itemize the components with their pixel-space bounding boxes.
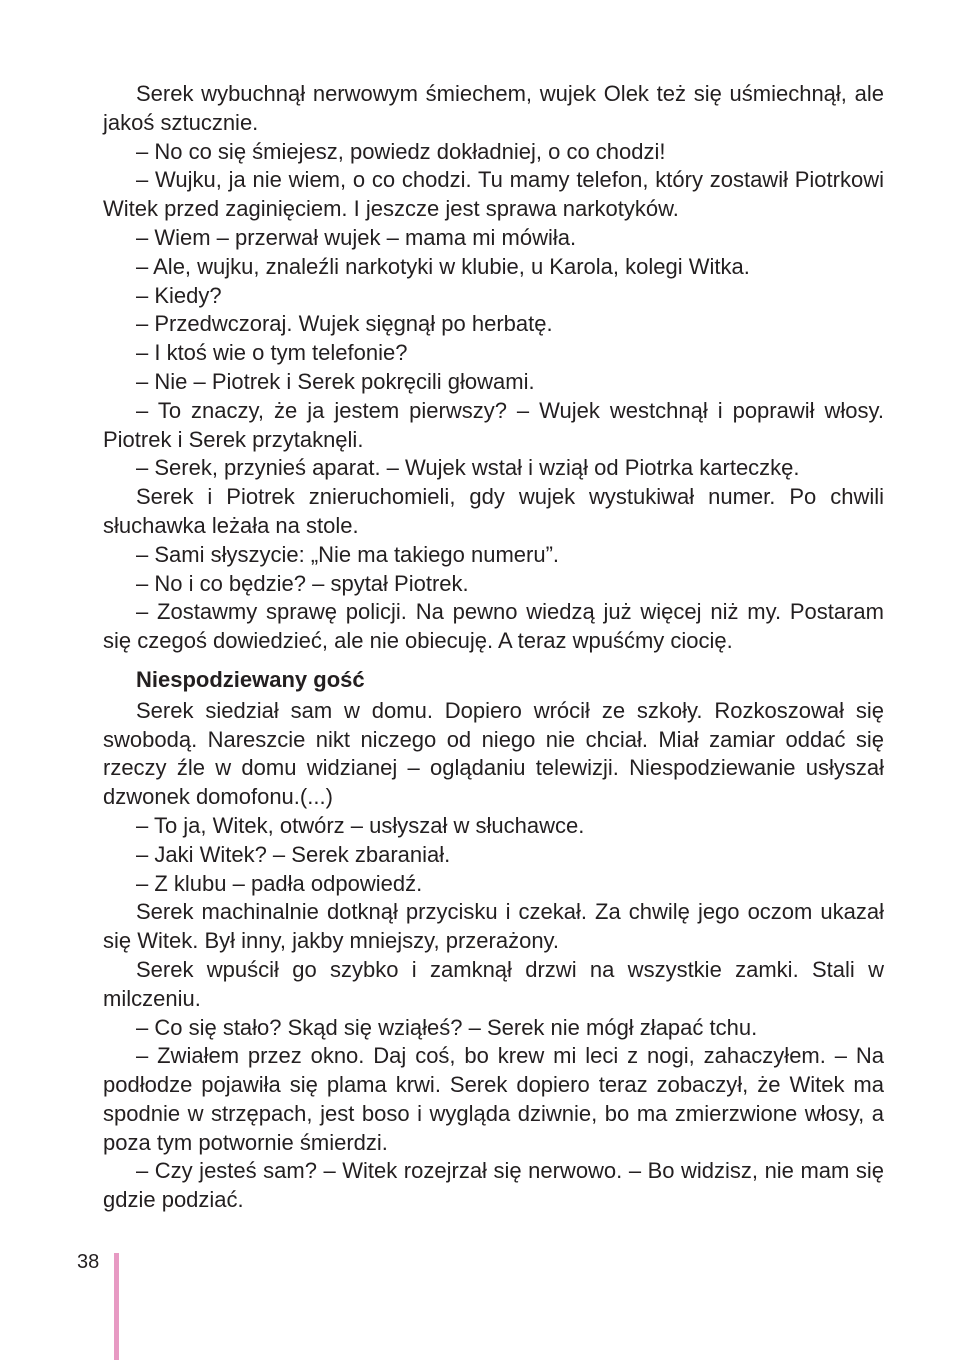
paragraph: Serek machinalnie dotknął przycisku i czekał. Za chwilę jego oczom ukazał się Witek. Był inny, jakby mniejszy, przerażony.: [103, 899, 884, 954]
page-body: [103, 80, 884, 1215]
page-number: 38: [77, 1251, 100, 1273]
paragraph: – To znaczy, że ja jestem pierwszy? – Wujek westchnął i poprawił włosy. Piotrek i Serek przytaknęli.: [103, 397, 884, 452]
paragraph: – Serek, przynieś aparat. – Wujek wstał i wziął od Piotrka karteczkę.: [136, 455, 800, 481]
paragraph: – Zostawmy sprawę policji. Na pewno wiedzą już więcej niż my. Postaram się czegoś dowiedzieć, ale nie obiecuję. A teraz wpuśćmy ciocię.: [103, 599, 884, 654]
paragraph: – To ja, Witek, otwórz – usłyszał w słuchawce.: [136, 812, 585, 838]
page-accent-bar: [114, 1253, 119, 1360]
paragraph: – Jaki Witek? – Serek zbaraniał.: [136, 841, 451, 867]
paragraph: – Nie – Piotrek i Serek pokręcili głowami.: [136, 368, 535, 394]
paragraph: Serek wpuścił go szybko i zamknął drzwi na wszystkie zamki. Stali w milczeniu.: [103, 956, 884, 1011]
paragraph: – Co się stało? Skąd się wziąłeś? – Serek nie mógł złapać tchu.: [136, 1014, 758, 1040]
paragraph: – Kiedy?: [136, 282, 222, 308]
paragraph: Serek i Piotrek znieruchomieli, gdy wujek wystukiwał numer. Po chwili słuchawka leżała na stole.: [103, 484, 884, 538]
section-heading: Niespodziewany gość: [136, 666, 365, 692]
paragraph: – Przedwczoraj. Wujek sięgnął po herbatę.: [136, 311, 553, 337]
paragraph: – Z klubu – padła odpowiedź.: [136, 870, 423, 896]
paragraph: – No co się śmiejesz, powiedz dokładniej, o co chodzi!: [136, 138, 666, 164]
paragraph: – No i co będzie? – spytał Piotrek.: [136, 570, 469, 596]
paragraph: Serek siedział sam w domu. Dopiero wrócił ze szkoły. Rozkoszował się swobodą. Nareszcie nikt niczego od niego nie chciał. Miał zamiar oddać się rzeczy źle w domu widzianej – oglądaniu telewizji. Niespodziewanie usłyszał dzwonek domofonu.(...): [103, 697, 884, 810]
paragraph: – Wiem – przerwał wujek – mama mi mówiła.: [136, 224, 577, 250]
paragraph: – Wujku, ja nie wiem, o co chodzi. Tu mamy telefon, który zostawił Piotrkowi Witek przed zaginięciem. I jeszcze jest sprawa narkotyków.: [103, 167, 884, 222]
paragraph: – Ale, wujku, znaleźli narkotyki w klubie, u Karola, kolegi Witka.: [136, 253, 750, 279]
paragraph: – I ktoś wie o tym telefonie?: [136, 340, 408, 366]
paragraph: – Sami słyszycie: „Nie ma takiego numeru”.: [136, 541, 560, 567]
paragraph: – Zwiałem przez okno. Daj coś, bo krew mi leci z nogi, zahaczyłem. – Na podłodze pojawiła się plama krwi. Serek dopiero teraz zobaczył, że Witek ma spodnie w strzępach, jest boso i wygląda dziwnie, bo ma zmierzwione włosy, a poza tym potwornie śmierdzi.: [103, 1043, 884, 1155]
paragraph: Serek wybuchnął nerwowym śmiechem, wujek Olek też się uśmiechnął, ale jakoś sztucznie.: [103, 81, 884, 135]
paragraph: – Czy jesteś sam? – Witek rozejrzał się nerwowo. – Bo widzisz, nie mam się gdzie podziać.: [103, 1158, 884, 1213]
